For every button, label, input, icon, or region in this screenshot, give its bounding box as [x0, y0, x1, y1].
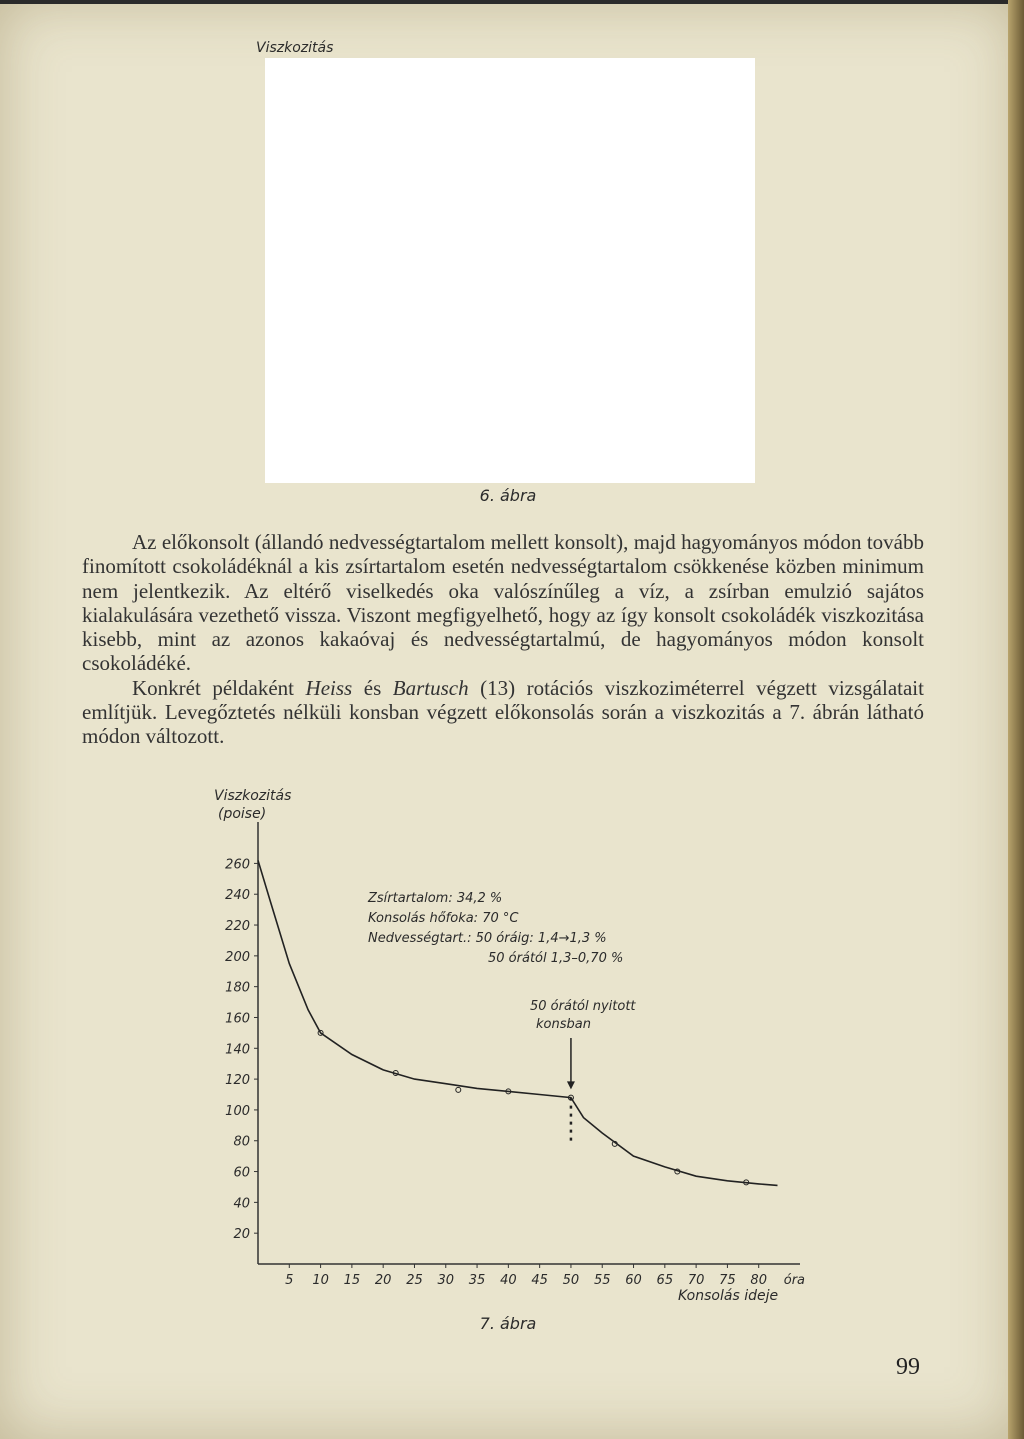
x-tick-label: 25 — [406, 1273, 423, 1288]
y-axis-title — [214, 788, 291, 822]
annotation-moisture-2: 50 órától 1,3–0,70 % — [488, 951, 624, 966]
annotation-moisture-1: Nedvességtart.: 50 óráig: 1,4→1,3 % — [368, 931, 607, 946]
y-tick-label: 200 — [225, 949, 250, 965]
page-top-edge — [0, 0, 1024, 4]
x-tick-label: 35 — [468, 1273, 486, 1288]
y-tick-label: 160 — [225, 1011, 250, 1027]
author-bartusch: Bartusch — [392, 675, 469, 700]
x-tick-label: 50 — [562, 1273, 580, 1288]
x-tick-label: 65 — [656, 1273, 674, 1288]
y-tick-label: 60 — [233, 1165, 250, 1181]
y-tick-label: 100 — [225, 1103, 250, 1119]
y-tick-label: 220 — [225, 919, 250, 935]
x-tick-label: 30 — [437, 1273, 455, 1288]
paragraph-1: Az előkonsolt (állandó nedvességtartalom mellett konsolt), majd hagyományos módon tovább finomított csokoládéknál a kis zsírtartalom esetén nedvességtartalom csökkenése közben minimum nem jelentkezik. Az eltérő viselkedés oka valószínűleg a víz, a zsírban emulzió sajátos kialakulására vezethető vissza. Viszont megfigyelhető, hogy az így konsolt csokoládék viszkozitása kisebb, mint az azonos kakaóvaj és nedvességtartalmú, de hagyományos módon konsolt csokoládéké. — [82, 530, 924, 676]
data-point — [456, 1087, 461, 1092]
annotation-fat-content: Zsírtartalom: 34,2 % — [368, 891, 503, 906]
y-ticks — [225, 857, 258, 1242]
paragraph-2 — [82, 676, 924, 749]
figure6-caption: 6. ábra — [479, 486, 537, 505]
y-axis-unit: (poise) — [218, 806, 267, 822]
y-tick-label: 140 — [225, 1042, 250, 1058]
figure7-caption: 7. ábra — [479, 1314, 537, 1333]
y-tick-label: 20 — [233, 1227, 250, 1243]
x-axis-unit: óra — [783, 1273, 806, 1288]
x-tick-label: 80 — [750, 1273, 767, 1288]
annotation-temperature: Konsolás hőfoka: 70 °C — [368, 911, 519, 926]
y-tick-label: 120 — [225, 1073, 250, 1089]
paragraph-2-mid: és — [352, 675, 393, 700]
page-number: 99 — [896, 1354, 920, 1380]
x-tick-label: 70 — [687, 1273, 705, 1288]
x-tick-label: 60 — [625, 1273, 642, 1288]
x-axis-label: Konsolás ideje — [678, 1288, 779, 1304]
viscosity-chart — [200, 780, 820, 1320]
annotation-open-konsban-2: konsban — [536, 1017, 591, 1032]
data-markers — [318, 1030, 749, 1184]
y-axis-label: Viszkozitás — [214, 788, 292, 804]
y-tick-label: 80 — [233, 1134, 250, 1150]
x-tick-label: 75 — [719, 1273, 736, 1288]
y-tick-label: 260 — [225, 857, 250, 873]
x-tick-label: 15 — [343, 1273, 361, 1288]
viscosity-curve — [258, 860, 778, 1185]
x-ticks — [285, 1264, 805, 1288]
x-tick-label: 45 — [531, 1273, 548, 1288]
annotation-arrow-head — [567, 1081, 575, 1089]
paragraph-2-end: (13) rotációs viszkoziméterrel végzett vizsgálatait említjük. Levegőztetés nélküli konsban végzett előkonsolás során a viszkozitás a 7. ábrán látható módon változott. — [82, 675, 924, 749]
x-tick-label: 40 — [500, 1273, 517, 1288]
paragraph-2-start: Konkrét példaként — [132, 675, 306, 700]
y-tick-label: 180 — [225, 980, 250, 996]
x-tick-label: 10 — [312, 1273, 329, 1288]
x-tick-label: 55 — [593, 1273, 611, 1288]
chart-annotations — [367, 891, 636, 1032]
x-tick-label: 5 — [285, 1273, 294, 1288]
author-heiss: Heiss — [305, 675, 353, 700]
body-text — [82, 530, 924, 749]
annotation-open-konsban-1: 50 órától nyitott — [530, 999, 636, 1014]
page-right-edge — [1008, 0, 1024, 1439]
x-tick-label: 20 — [374, 1273, 392, 1288]
y-tick-label: 240 — [225, 888, 250, 904]
y-tick-label: 40 — [233, 1196, 250, 1212]
figure6-image-area — [265, 58, 755, 483]
figure6-axis-label: Viszkozitás — [256, 40, 334, 56]
